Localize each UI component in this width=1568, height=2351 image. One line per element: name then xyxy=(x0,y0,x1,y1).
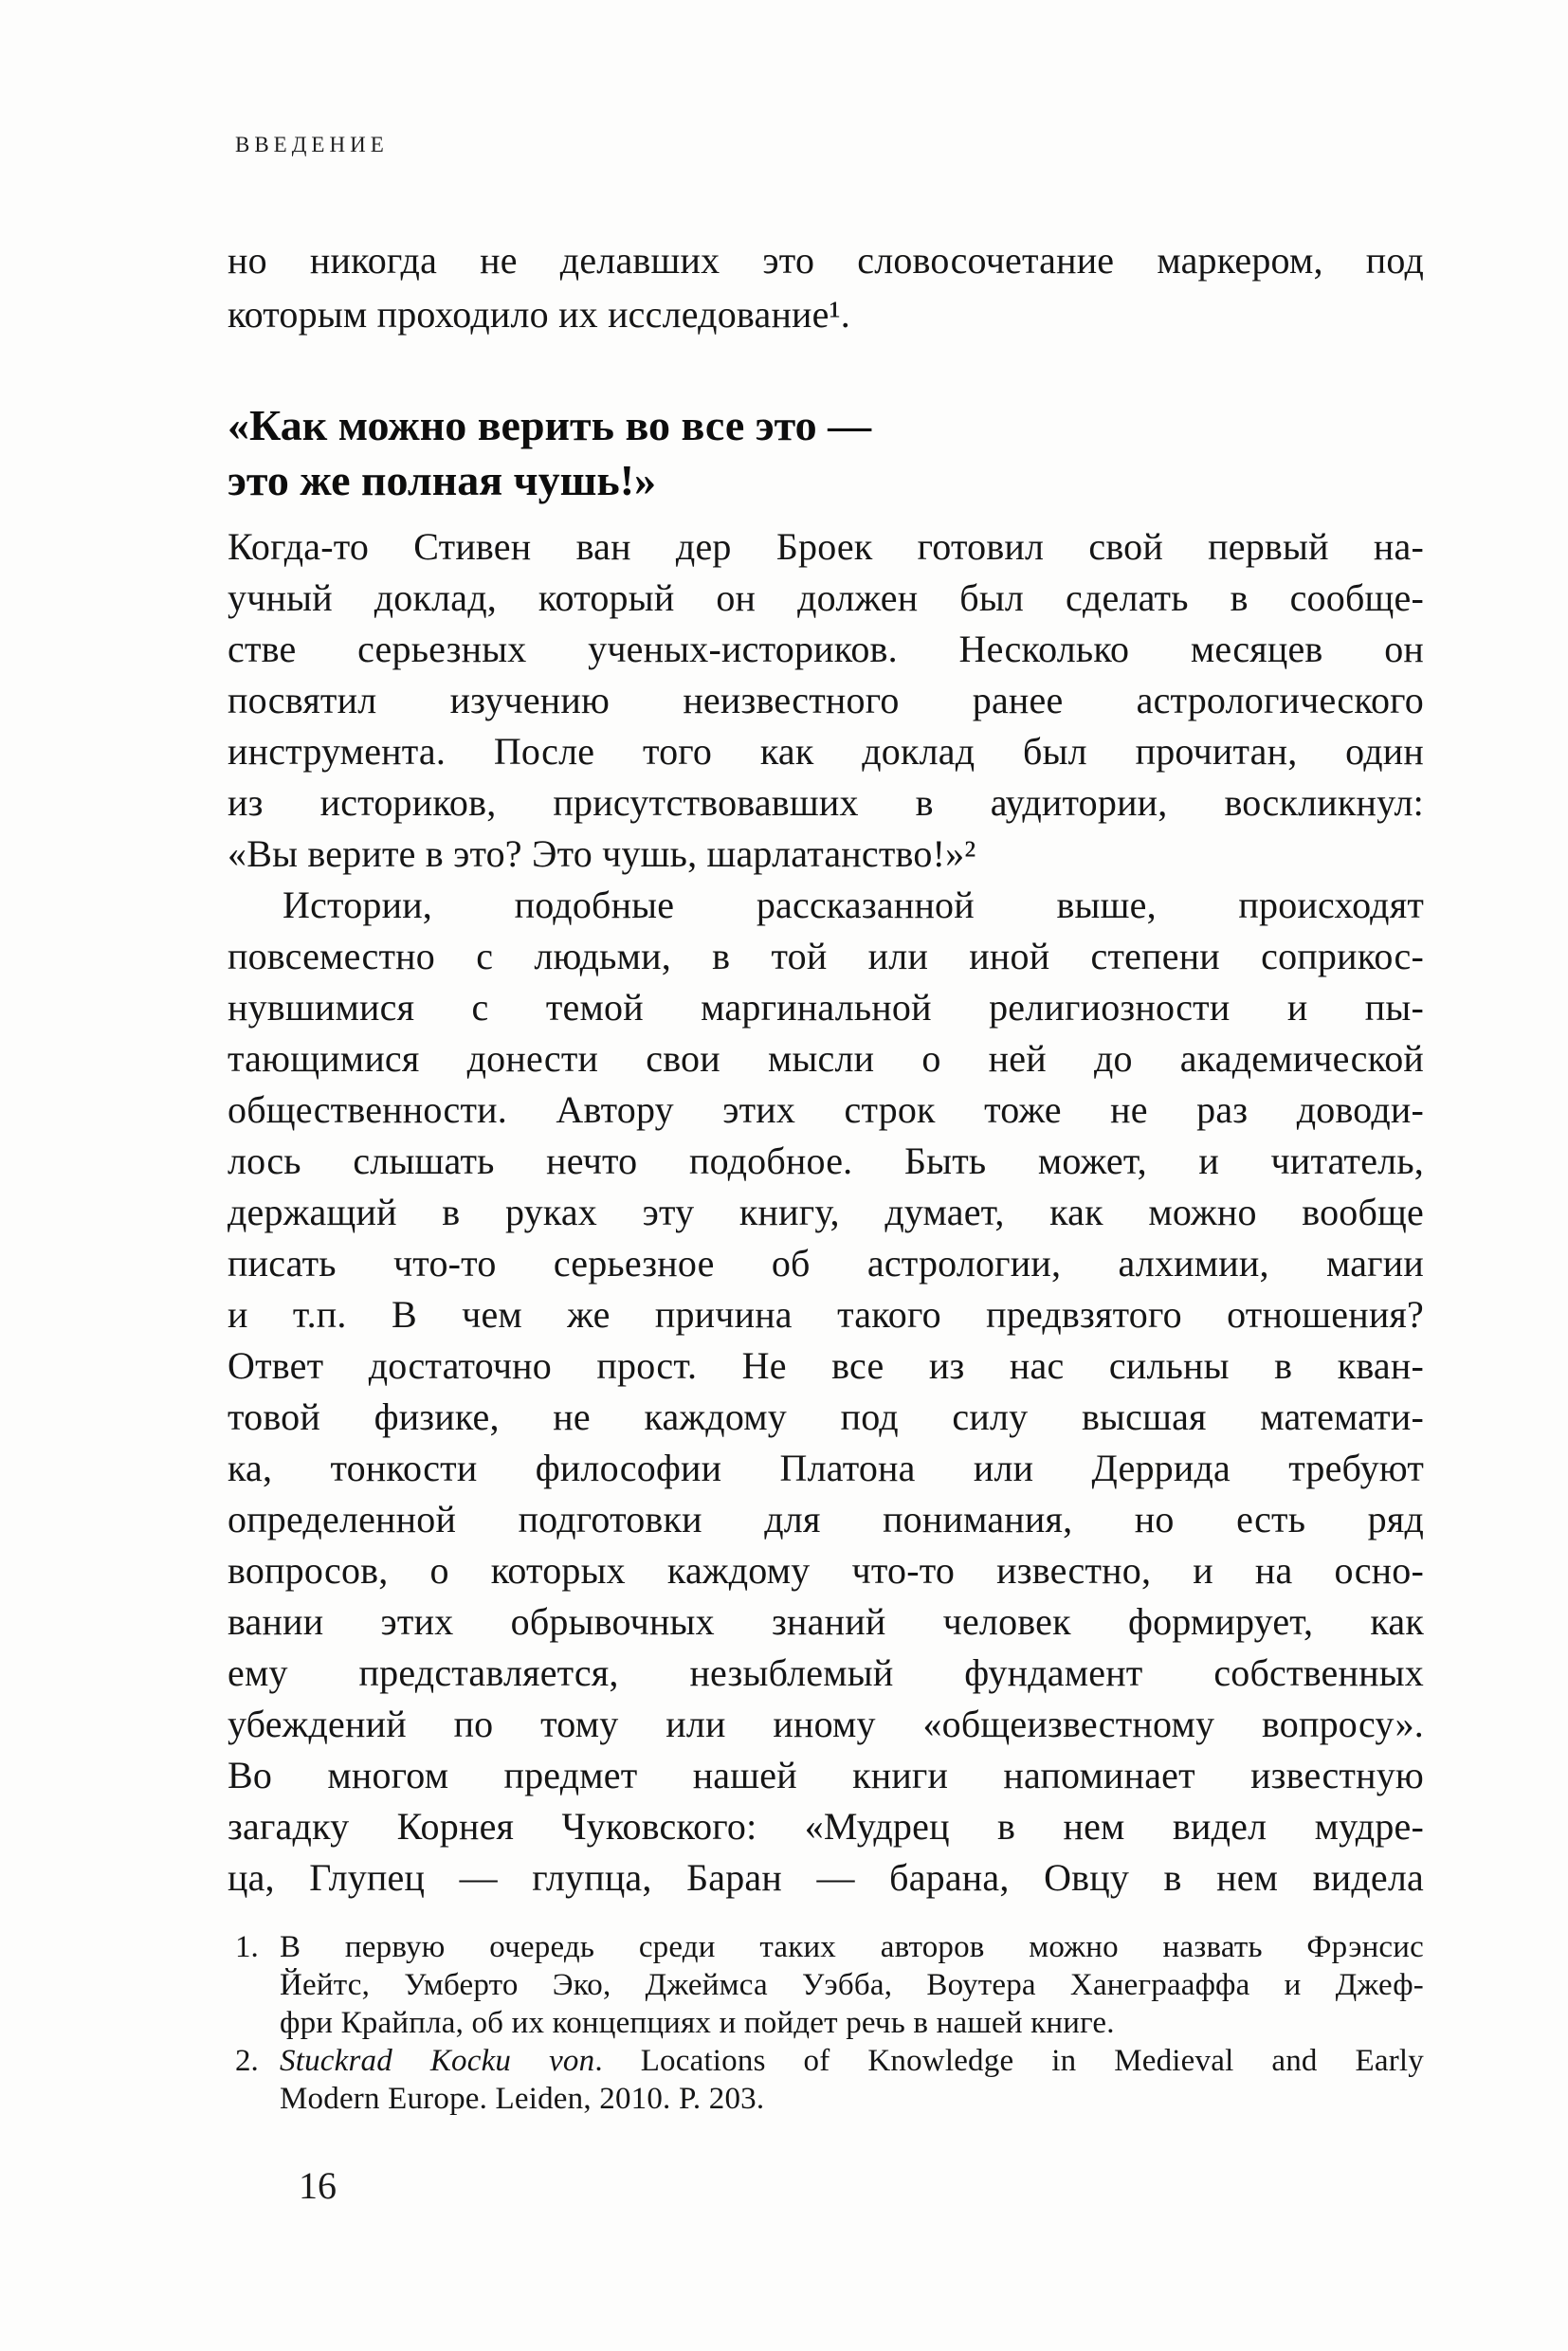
text-line: определенной подготовки для понимания, но есть ряд xyxy=(228,1498,1424,1540)
text-line: инструмента. После того как доклад был прочитан, один xyxy=(228,730,1424,773)
text-line: учный доклад, который он должен был сделать в сообще- xyxy=(228,576,1424,619)
text-line: нувшимися с темой маргинальной религиозности и пы- xyxy=(228,986,1424,1029)
text-line: убеждений по тому или иному «общеизвестному вопросу». xyxy=(228,1703,1424,1745)
heading-line: это же полная чушь!» xyxy=(228,456,657,504)
text-line: Когда-то Стивен ван дер Броек готовил свой первый на- xyxy=(228,525,1424,568)
heading-line: «Как можно верить во все это — xyxy=(228,401,872,449)
footnote-line: Йейтс, Умберто Эко, Джеймса Уэбба, Воутера Ханеграаффа и Джеф- xyxy=(280,1968,1424,2002)
text-line: Во многом предмет нашей книги напоминает известную xyxy=(228,1754,1424,1796)
text-line: но никогда не делавших это словосочетание маркером, под xyxy=(228,239,1424,282)
text-line: вании этих обрывочных знаний человек формирует, как xyxy=(228,1600,1424,1643)
text-line: ка, тонкости философии Платона или Деррида требуют xyxy=(228,1447,1424,1489)
text-line: товой физике, не каждому под силу высшая математи- xyxy=(228,1395,1424,1438)
section-heading xyxy=(228,398,1424,508)
footnote-2 xyxy=(228,2042,1424,2118)
text-line: которым проходило их исследование¹. xyxy=(228,293,850,336)
intro-paragraph xyxy=(228,233,1424,341)
footnote-line: фри Крайпла, об их концепциях и пойдет речь в нашей книге. xyxy=(280,2006,1115,2040)
footnotes xyxy=(228,1928,1424,2118)
footnote-citation-text: . Locations of Knowledge in Medieval and Early xyxy=(594,2044,1424,2078)
footnote-marker: 1. xyxy=(235,1930,259,1964)
text-line: Ответ достаточно прост. Не все из нас сильны в кван- xyxy=(228,1344,1424,1387)
footnote-author-italic: Stuckrad Kocku von xyxy=(280,2044,595,2078)
footnote-line: Modern Europe. Leiden, 2010. P. 203. xyxy=(280,2082,765,2116)
text-line: писать что-то серьезное об астрологии, алхимии, магии xyxy=(228,1242,1424,1285)
text-line: вопросов, о которых каждому что-то известно, и на осно- xyxy=(228,1549,1424,1592)
text-line: «Вы верите в это? Это чушь, шарлатанство!»² xyxy=(228,832,976,875)
page-number: 16 xyxy=(299,2164,337,2207)
text-line: общественности. Автору этих строк тоже не раз доводи- xyxy=(228,1088,1424,1131)
text-line: держащий в руках эту книгу, думает, как можно вообще xyxy=(228,1191,1424,1233)
text-line: лось слышать нечто подобное. Быть может, и читатель, xyxy=(228,1139,1424,1182)
text-line: из историков, присутствовавших в аудитории, воскликнул: xyxy=(228,781,1424,824)
footnote-line xyxy=(280,2042,1424,2080)
text-line: и т.п. В чем же причина такого предвзятого отношения? xyxy=(228,1293,1424,1336)
footnote-1 xyxy=(228,1928,1424,2042)
text-line: стве серьезных ученых-историков. Несколько месяцев он xyxy=(228,628,1424,670)
text-line: ца, Глупец — глупца, Баран — барана, Овцу в нем видела xyxy=(228,1856,1424,1899)
body-text xyxy=(228,521,1424,1904)
running-head: ВВЕДЕНИЕ xyxy=(235,133,389,156)
text-line: посвятил изучению неизвестного ранее астрологического xyxy=(228,679,1424,721)
text-line: загадку Корнея Чуковского: «Мудрец в нем видел мудре- xyxy=(228,1805,1424,1848)
footnote-line: В первую очередь среди таких авторов можно назвать Фрэнсис xyxy=(280,1930,1424,1964)
footnote-marker: 2. xyxy=(235,2044,259,2078)
text-line: повсеместно с людьми, в той или иной степени соприкос- xyxy=(228,935,1424,977)
text-line: ему представляется, незыблемый фундамент собственных xyxy=(228,1651,1424,1694)
text-line: тающимися донести свои мысли о ней до академической xyxy=(228,1037,1424,1080)
text-line: Истории, подобные рассказанной выше, происходят xyxy=(283,884,1424,926)
